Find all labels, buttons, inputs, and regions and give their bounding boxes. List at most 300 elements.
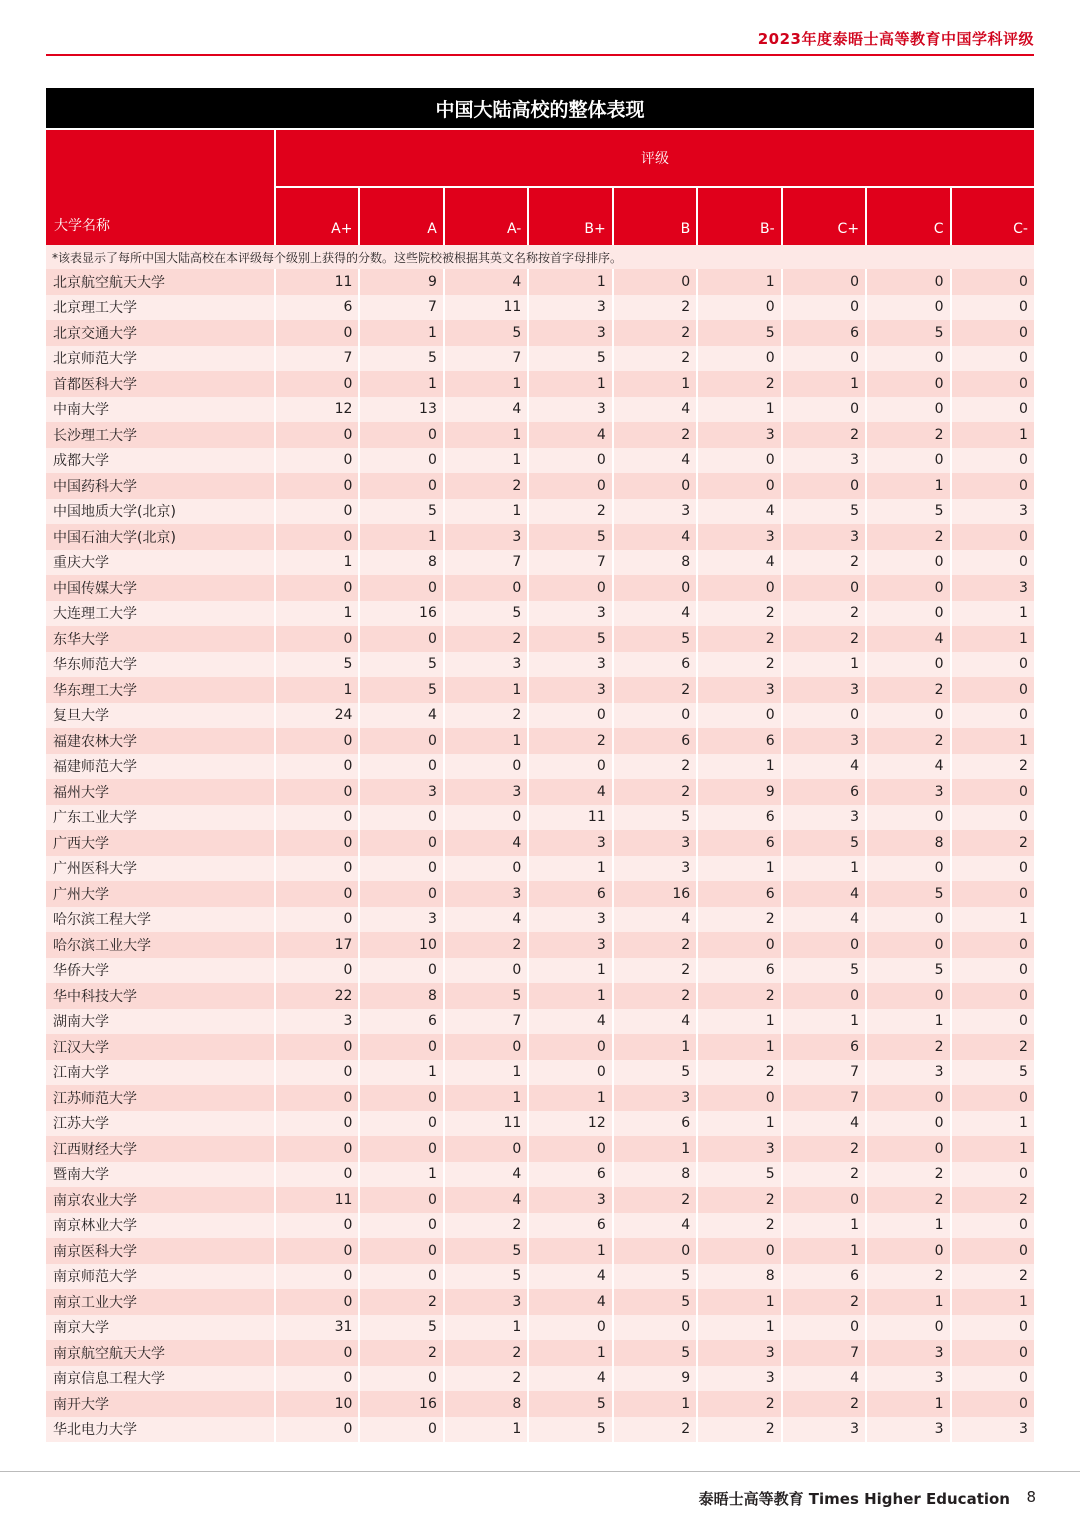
grade-count: 0 (358, 1187, 442, 1213)
grade-count: 0 (358, 1085, 442, 1111)
grade-count: 8 (612, 1162, 696, 1188)
grade-count: 1 (527, 269, 611, 295)
university-name: 华侨大学 (46, 958, 276, 984)
grade-count: 12 (527, 1111, 611, 1137)
grade-count: 2 (781, 422, 865, 448)
grade-count: 16 (358, 601, 442, 627)
grade-count: 0 (781, 703, 865, 729)
grade-count: 3 (696, 677, 780, 703)
grade-count: 1 (950, 601, 1034, 627)
table-row (46, 805, 1034, 831)
university-name: 北京航空航天大学 (46, 269, 276, 295)
table-body (46, 269, 1034, 1442)
grade-count: 0 (527, 448, 611, 474)
grade-count: 0 (343, 452, 353, 469)
grade-count: 1 (527, 856, 611, 882)
university-name: 南京大学 (46, 1315, 276, 1341)
grade-count: 6 (781, 1034, 865, 1060)
grade-count: 4 (443, 830, 527, 856)
grade-count: 2 (443, 626, 527, 652)
grade-count: 4 (527, 1264, 611, 1290)
university-name: 南京农业大学 (46, 1187, 276, 1213)
grade-count: 0 (950, 856, 1034, 882)
grade-count: 4 (865, 754, 949, 780)
grade-count: 2 (781, 550, 865, 576)
grade-count: 0 (950, 269, 1034, 295)
grade-count: 3 (865, 779, 949, 805)
table-row (46, 473, 1034, 499)
grade-count: 31 (334, 1319, 353, 1336)
table-row (46, 1417, 1034, 1443)
table-row (46, 958, 1034, 984)
grade-header: B- (696, 188, 780, 245)
grade-count: 5 (443, 320, 527, 346)
grade-count: 6 (696, 728, 780, 754)
grade-count: 1 (781, 652, 865, 678)
grade-count: 2 (612, 1417, 696, 1443)
grade-count: 0 (696, 295, 780, 321)
grade-count: 5 (865, 881, 949, 907)
grade-count: 0 (612, 269, 696, 295)
table-row (46, 1162, 1034, 1188)
grade-count: 1 (443, 677, 527, 703)
university-name: 华东师范大学 (46, 652, 276, 678)
table-row (46, 677, 1034, 703)
grade-count: 0 (950, 1162, 1034, 1188)
grade-count: 0 (950, 703, 1034, 729)
table-row (46, 754, 1034, 780)
grade-count: 1 (343, 554, 353, 571)
grade-count: 2 (696, 1060, 780, 1086)
grade-count: 0 (358, 1238, 442, 1264)
grade-count: 0 (527, 473, 611, 499)
grade-count: 1 (696, 1289, 780, 1315)
table-row (46, 550, 1034, 576)
university-name: 华北电力大学 (46, 1417, 276, 1443)
grade-count: 0 (358, 1034, 442, 1060)
grade-count: 3 (612, 830, 696, 856)
grade-count: 22 (334, 987, 353, 1004)
grade-count: 3 (343, 1013, 353, 1030)
table-row (46, 575, 1034, 601)
grade-count: 0 (343, 732, 353, 749)
grade-count: 0 (950, 320, 1034, 346)
grade-count: 0 (950, 1391, 1034, 1417)
grade-count: 8 (612, 550, 696, 576)
grade-count: 11 (443, 1111, 527, 1137)
table-row (46, 1111, 1034, 1137)
grade-count: 0 (343, 911, 353, 928)
grade-count: 0 (343, 1064, 353, 1081)
grade-count: 2 (781, 1162, 865, 1188)
grade-count: 0 (950, 677, 1034, 703)
grade-count: 5 (612, 1264, 696, 1290)
grade-count: 0 (612, 1238, 696, 1264)
grade-count: 6 (781, 1264, 865, 1290)
grade-count: 4 (865, 626, 949, 652)
university-name: 北京理工大学 (46, 295, 276, 321)
grade-count: 0 (781, 397, 865, 423)
grade-count: 1 (443, 1085, 527, 1111)
university-name: 首都医科大学 (46, 371, 276, 397)
grade-count: 0 (865, 448, 949, 474)
grade-count: 3 (612, 499, 696, 525)
grade-count: 2 (865, 524, 949, 550)
grade-count: 7 (443, 346, 527, 372)
grade-count: 5 (527, 346, 611, 372)
grade-count: 1 (696, 856, 780, 882)
grade-count: 5 (612, 626, 696, 652)
grade-count: 0 (343, 1370, 353, 1387)
grade-count: 0 (343, 758, 353, 775)
grade-count: 3 (527, 830, 611, 856)
grade-count: 0 (865, 1315, 949, 1341)
grade-count: 11 (443, 295, 527, 321)
grade-count: 5 (358, 346, 442, 372)
grade-count: 0 (781, 983, 865, 1009)
table-title: 中国大陆高校的整体表现 (46, 88, 1034, 128)
grade-count: 1 (612, 371, 696, 397)
grade-count: 3 (696, 422, 780, 448)
table-row (46, 1315, 1034, 1341)
grade-count: 5 (358, 1315, 442, 1341)
grade-count: 2 (612, 958, 696, 984)
grade-count: 6 (527, 881, 611, 907)
table-row (46, 1238, 1034, 1264)
table-row (46, 1136, 1034, 1162)
grade-count: 24 (334, 707, 353, 724)
grade-count: 1 (358, 320, 442, 346)
grade-count: 0 (527, 1060, 611, 1086)
grade-count: 10 (358, 932, 442, 958)
grade-count: 2 (612, 754, 696, 780)
grade-count: 0 (358, 1264, 442, 1290)
grade-count: 0 (443, 754, 527, 780)
grade-count: 2 (612, 983, 696, 1009)
university-name: 长沙理工大学 (46, 422, 276, 448)
university-name: 复旦大学 (46, 703, 276, 729)
grade-count: 0 (865, 1111, 949, 1137)
grade-count: 1 (527, 958, 611, 984)
grade-count: 2 (781, 626, 865, 652)
grade-count: 2 (612, 422, 696, 448)
header-divider (46, 54, 1034, 56)
grade-count: 0 (343, 1115, 353, 1132)
university-name: 南开大学 (46, 1391, 276, 1417)
grade-count: 0 (443, 575, 527, 601)
grade-count: 0 (343, 528, 353, 545)
grade-count: 1 (950, 907, 1034, 933)
grade-count: 5 (527, 524, 611, 550)
university-name: 广州大学 (46, 881, 276, 907)
grade-count: 0 (696, 703, 780, 729)
grade-count: 0 (343, 1242, 353, 1259)
grade-count: 2 (950, 1264, 1034, 1290)
university-name-header: 大学名称 (46, 130, 276, 245)
grade-count: 2 (781, 1289, 865, 1315)
table-row (46, 1009, 1034, 1035)
grade-count: 3 (612, 856, 696, 882)
table-row (46, 499, 1034, 525)
table-row (46, 907, 1034, 933)
grade-count: 1 (696, 269, 780, 295)
grade-count: 3 (358, 779, 442, 805)
grade-count: 7 (527, 550, 611, 576)
grade-count: 0 (865, 983, 949, 1009)
grade-count: 2 (696, 1213, 780, 1239)
university-name: 中国药科大学 (46, 473, 276, 499)
university-name: 广州医科大学 (46, 856, 276, 882)
table-row (46, 1289, 1034, 1315)
grade-count: 5 (343, 656, 353, 673)
table-row (46, 932, 1034, 958)
grade-count: 0 (865, 805, 949, 831)
grade-count: 3 (527, 677, 611, 703)
grade-count: 8 (358, 983, 442, 1009)
grade-count: 2 (781, 601, 865, 627)
grade-count: 0 (343, 809, 353, 826)
university-name: 中南大学 (46, 397, 276, 423)
grade-header: B+ (527, 188, 611, 245)
university-name: 暨南大学 (46, 1162, 276, 1188)
university-name: 南京航空航天大学 (46, 1340, 276, 1366)
grade-count: 0 (865, 907, 949, 933)
grade-count: 7 (358, 295, 442, 321)
grade-count: 3 (950, 499, 1034, 525)
grade-count: 7 (343, 350, 353, 367)
table-row (46, 269, 1034, 295)
grade-count: 0 (865, 550, 949, 576)
grade-count: 0 (343, 1268, 353, 1285)
grade-count: 4 (612, 448, 696, 474)
grade-count: 4 (612, 1009, 696, 1035)
grade-count: 0 (781, 1315, 865, 1341)
grade-count: 3 (358, 907, 442, 933)
grade-count: 5 (358, 499, 442, 525)
grade-count: 2 (612, 320, 696, 346)
grade-count: 0 (527, 1034, 611, 1060)
university-name: 南京林业大学 (46, 1213, 276, 1239)
table-row (46, 1034, 1034, 1060)
grade-count: 2 (696, 371, 780, 397)
grade-count: 0 (343, 503, 353, 520)
grade-count: 0 (950, 1213, 1034, 1239)
grade-count: 4 (527, 422, 611, 448)
grade-count: 3 (696, 524, 780, 550)
grade-count: 2 (781, 1391, 865, 1417)
grade-count: 2 (443, 473, 527, 499)
grade-count: 3 (781, 448, 865, 474)
grade-count: 16 (358, 1391, 442, 1417)
grade-count: 2 (696, 983, 780, 1009)
ratings-table (46, 88, 1034, 1442)
table-row (46, 1085, 1034, 1111)
grade-count: 5 (696, 1162, 780, 1188)
grade-count: 3 (865, 1060, 949, 1086)
table-row (46, 856, 1034, 882)
university-name: 福州大学 (46, 779, 276, 805)
grade-count: 0 (781, 295, 865, 321)
grade-count: 2 (696, 1187, 780, 1213)
grade-count: 1 (865, 473, 949, 499)
grade-count: 2 (612, 677, 696, 703)
grade-count: 2 (696, 1391, 780, 1417)
grade-count: 1 (343, 681, 353, 698)
grade-count: 0 (696, 346, 780, 372)
grade-count: 0 (527, 1315, 611, 1341)
university-name: 中国石油大学(北京) (46, 524, 276, 550)
grade-count: 6 (696, 830, 780, 856)
grade-count: 4 (781, 1111, 865, 1137)
university-name: 南京医科大学 (46, 1238, 276, 1264)
grade-count: 5 (865, 958, 949, 984)
grade-count: 4 (781, 907, 865, 933)
grade-count: 0 (343, 1421, 353, 1438)
grade-count: 0 (343, 1217, 353, 1234)
university-name: 福建师范大学 (46, 754, 276, 780)
grade-count: 0 (950, 473, 1034, 499)
grade-count: 1 (343, 605, 353, 622)
grade-count: 2 (696, 652, 780, 678)
grade-count: 2 (865, 1264, 949, 1290)
grade-count: 1 (443, 1315, 527, 1341)
grade-count: 3 (865, 1366, 949, 1392)
table-row (46, 1391, 1034, 1417)
grade-count: 0 (950, 346, 1034, 372)
grade-count: 0 (343, 783, 353, 800)
table-row (46, 1213, 1034, 1239)
grade-count: 2 (865, 1162, 949, 1188)
grade-count: 3 (527, 320, 611, 346)
grade-count: 8 (696, 1264, 780, 1290)
grade-count: 5 (527, 1391, 611, 1417)
grade-count: 1 (358, 371, 442, 397)
grade-count: 0 (696, 1238, 780, 1264)
grade-count: 0 (358, 1136, 442, 1162)
grade-count: 2 (612, 346, 696, 372)
university-name: 北京交通大学 (46, 320, 276, 346)
grade-count: 7 (781, 1060, 865, 1086)
grade-count: 1 (696, 397, 780, 423)
grade-count: 0 (612, 575, 696, 601)
grade-count: 0 (358, 805, 442, 831)
grade-count: 0 (950, 1085, 1034, 1111)
grade-count: 1 (443, 371, 527, 397)
grade-count: 0 (358, 1366, 442, 1392)
grade-count: 11 (527, 805, 611, 831)
grade-count: 0 (358, 958, 442, 984)
grade-count: 5 (612, 1060, 696, 1086)
table-row (46, 1340, 1034, 1366)
grade-count: 10 (334, 1395, 353, 1412)
grade-count: 2 (443, 1366, 527, 1392)
grade-count: 5 (527, 626, 611, 652)
grade-count: 0 (950, 295, 1034, 321)
grade-count: 4 (443, 397, 527, 423)
grade-count: 0 (950, 1009, 1034, 1035)
grade-count: 4 (527, 779, 611, 805)
grade-count: 1 (781, 1213, 865, 1239)
grade-count: 2 (865, 422, 949, 448)
grade-count: 0 (443, 1136, 527, 1162)
table-row (46, 371, 1034, 397)
grade-count: 2 (865, 1034, 949, 1060)
grade-count: 4 (612, 907, 696, 933)
grade-count: 5 (865, 320, 949, 346)
grade-count: 5 (612, 805, 696, 831)
grade-count: 1 (612, 1034, 696, 1060)
grade-count: 7 (443, 1009, 527, 1035)
grade-count: 0 (358, 881, 442, 907)
grade-count: 4 (443, 269, 527, 295)
grade-count: 2 (527, 499, 611, 525)
grade-count: 1 (781, 1009, 865, 1035)
grade-count: 3 (781, 524, 865, 550)
grade-count: 5 (527, 1417, 611, 1443)
table-row (46, 703, 1034, 729)
grade-count: 1 (865, 1391, 949, 1417)
grade-count: 3 (527, 601, 611, 627)
grade-count: 9 (696, 779, 780, 805)
grade-count: 0 (358, 1111, 442, 1137)
grade-count: 0 (343, 885, 353, 902)
university-name: 大连理工大学 (46, 601, 276, 627)
grade-count: 3 (443, 652, 527, 678)
page-number: 8 (1026, 1488, 1036, 1506)
grade-count: 0 (950, 371, 1034, 397)
grade-count: 0 (443, 958, 527, 984)
grade-count: 3 (950, 575, 1034, 601)
footer-brand: 泰晤士高等教育 Times Higher Education (698, 1490, 1010, 1508)
university-name: 哈尔滨工程大学 (46, 907, 276, 933)
table-row (46, 1264, 1034, 1290)
grade-count: 2 (612, 295, 696, 321)
grade-count: 6 (696, 805, 780, 831)
grade-count: 1 (358, 1060, 442, 1086)
grade-count: 1 (950, 1111, 1034, 1137)
grade-count: 4 (612, 524, 696, 550)
grade-count: 5 (696, 320, 780, 346)
grade-count: 0 (343, 375, 353, 392)
grade-count: 4 (612, 601, 696, 627)
grade-count: 0 (358, 830, 442, 856)
grade-count: 1 (443, 1417, 527, 1443)
grade-count: 0 (950, 397, 1034, 423)
grade-header: A- (443, 188, 527, 245)
grade-count: 0 (950, 1366, 1034, 1392)
grade-count: 0 (443, 856, 527, 882)
grade-count: 0 (950, 779, 1034, 805)
grade-count: 0 (696, 575, 780, 601)
grade-count: 2 (612, 1187, 696, 1213)
grade-count: 3 (781, 728, 865, 754)
grade-count: 6 (781, 320, 865, 346)
grade-count: 2 (358, 1340, 442, 1366)
grade-count: 6 (358, 1009, 442, 1035)
grade-count: 1 (865, 1009, 949, 1035)
grade-count: 1 (358, 1162, 442, 1188)
grade-count: 16 (612, 881, 696, 907)
grade-count: 4 (527, 1366, 611, 1392)
grade-count: 0 (950, 1340, 1034, 1366)
grade-count: 0 (696, 473, 780, 499)
grade-count: 0 (358, 856, 442, 882)
grade-count: 0 (781, 1187, 865, 1213)
grade-count: 1 (696, 1034, 780, 1060)
grade-count: 0 (343, 1089, 353, 1106)
grade-count: 1 (358, 524, 442, 550)
grade-count: 0 (358, 448, 442, 474)
